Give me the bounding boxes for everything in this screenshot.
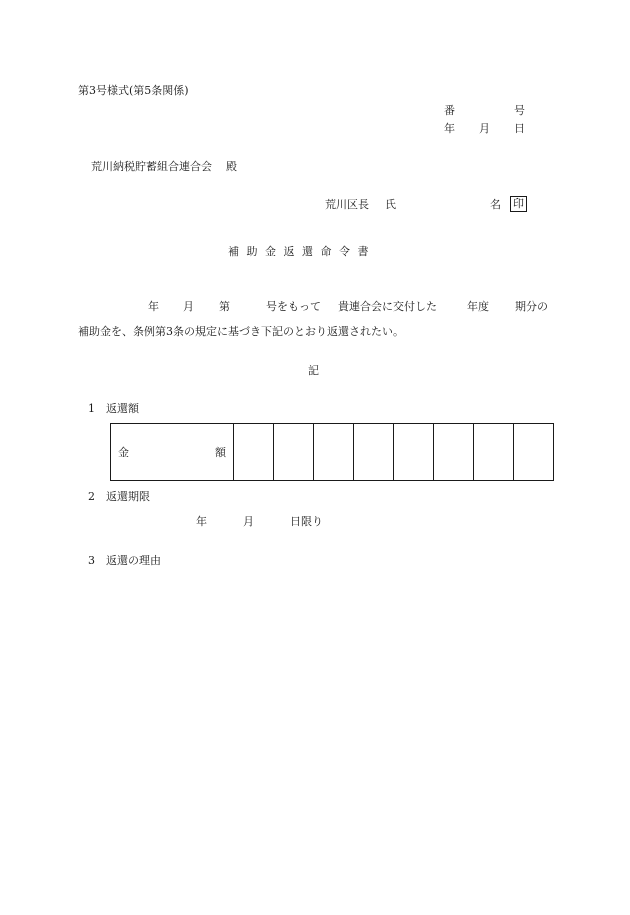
- item2-number: 2: [88, 490, 95, 503]
- item1-number: 1: [88, 402, 95, 415]
- addressee-honorific: 殿: [226, 160, 237, 173]
- amount-label-left: 金: [118, 446, 129, 459]
- sender-shi: 氏: [385, 198, 396, 211]
- body-kibun: 期分の: [515, 300, 548, 313]
- amount-digit-cell[interactable]: [354, 424, 394, 481]
- body-line2: 補助金を、条例第3条の規定に基づき下記のとおり返還されたい。: [78, 325, 404, 338]
- item1-label: 返還額: [106, 402, 139, 415]
- body-go-wo: 号をもって: [266, 300, 321, 313]
- deadline-year: 年: [196, 515, 207, 528]
- document-title: 補 助 金 返 還 命 令 書: [228, 245, 369, 258]
- body-nendo: 年度: [467, 300, 489, 313]
- form-number: 第3号様式(第5条関係): [78, 84, 189, 97]
- amount-digit-cell[interactable]: [394, 424, 434, 481]
- amount-digit-cell[interactable]: [474, 424, 514, 481]
- ki-heading: 記: [308, 364, 319, 377]
- header-ban: 番: [444, 104, 455, 117]
- body-year: 年: [148, 300, 159, 313]
- sender-title: 荒川区長: [325, 198, 369, 211]
- body-month: 月: [183, 300, 194, 313]
- amount-digit-cell[interactable]: [274, 424, 314, 481]
- header-year: 年: [444, 122, 455, 135]
- sender-mei: 名: [490, 198, 501, 211]
- amount-digit-cell[interactable]: [434, 424, 474, 481]
- amount-table: [110, 423, 554, 481]
- header-day: 日: [514, 122, 525, 135]
- amount-digit-cell[interactable]: [234, 424, 274, 481]
- amount-digit-cell[interactable]: [314, 424, 354, 481]
- amount-row: [111, 424, 554, 481]
- item3-label: 返還の理由: [106, 554, 161, 567]
- header-month: 月: [479, 122, 490, 135]
- amount-label-cell: [111, 424, 234, 481]
- amount-digit-cell[interactable]: [514, 424, 554, 481]
- addressee-name: 荒川納税貯蓄組合連合会: [91, 160, 212, 173]
- item2-label: 返還期限: [106, 490, 150, 503]
- body-dai: 第: [219, 300, 230, 313]
- body-org: 貴連合会に交付した: [338, 300, 437, 313]
- deadline-month: 月: [243, 515, 254, 528]
- deadline-day: 日限り: [290, 515, 323, 528]
- seal-box: 印: [510, 196, 527, 212]
- header-go: 号: [514, 104, 525, 117]
- item3-number: 3: [88, 554, 95, 567]
- addressee-line: [91, 160, 237, 174]
- amount-label-right: 額: [215, 446, 226, 459]
- seal-mark: [510, 196, 527, 212]
